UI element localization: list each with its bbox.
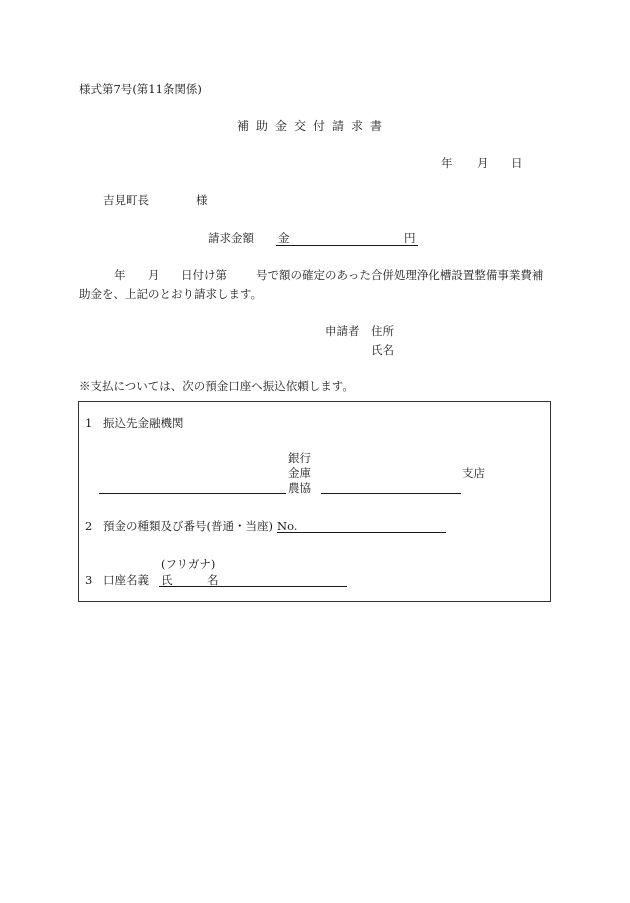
item3-number: 3	[85, 573, 93, 587]
body-line2: 助金を、上記のとおり請求します。	[79, 287, 263, 301]
body-dated: 日付け第	[181, 268, 227, 282]
date-day: 日	[511, 156, 523, 170]
account-holder-line[interactable]	[159, 586, 347, 587]
body-number-text: 号で額の確定のあった合併処理浄化槽設置整備事業費補	[256, 268, 544, 282]
addressee-name: 吉見町長	[103, 193, 149, 207]
date-year: 年	[441, 156, 453, 170]
account-holder-mei: 名	[207, 573, 219, 587]
addressee-honorific: 様	[196, 193, 208, 207]
institution-nokyo: 農協	[288, 481, 311, 495]
applicant-name-label: 氏名	[371, 343, 394, 357]
bank-account-box	[78, 401, 551, 602]
item1-label: 振込先金融機関	[103, 416, 184, 430]
body-year: 年	[114, 268, 126, 282]
applicant-label: 申請者	[325, 324, 360, 338]
institution-bank: 銀行	[288, 451, 311, 465]
branch-name-line[interactable]	[321, 493, 461, 494]
institution-shinkin: 金庫	[288, 466, 311, 480]
item2-number: 2	[85, 519, 93, 533]
document-title: 補助金交付請求書	[237, 119, 390, 133]
item3-label: 口座名義	[103, 573, 149, 587]
amount-underline[interactable]	[276, 245, 418, 246]
date-month: 月	[477, 156, 489, 170]
account-number-line[interactable]	[277, 532, 446, 533]
body-month: 月	[148, 268, 160, 282]
item2-label: 預金の種類及び番号(普通・当座)	[103, 519, 273, 533]
institution-name-line[interactable]	[99, 493, 286, 494]
form-number: 様式第7号(第11条関係)	[79, 82, 202, 96]
applicant-address-label: 住所	[371, 324, 394, 338]
payment-note: ※支払については、次の預金口座へ振込依頼します。	[79, 379, 354, 393]
account-holder-shi: 氏	[161, 573, 173, 587]
item1-number: 1	[85, 416, 93, 430]
account-no-label: No.	[277, 519, 298, 533]
amount-suffix: 円	[404, 231, 416, 245]
furigana-label: (フリガナ)	[161, 557, 216, 571]
amount-prefix: 金	[278, 231, 290, 245]
amount-label: 請求金額	[208, 231, 254, 245]
branch-label: 支店	[462, 466, 485, 480]
